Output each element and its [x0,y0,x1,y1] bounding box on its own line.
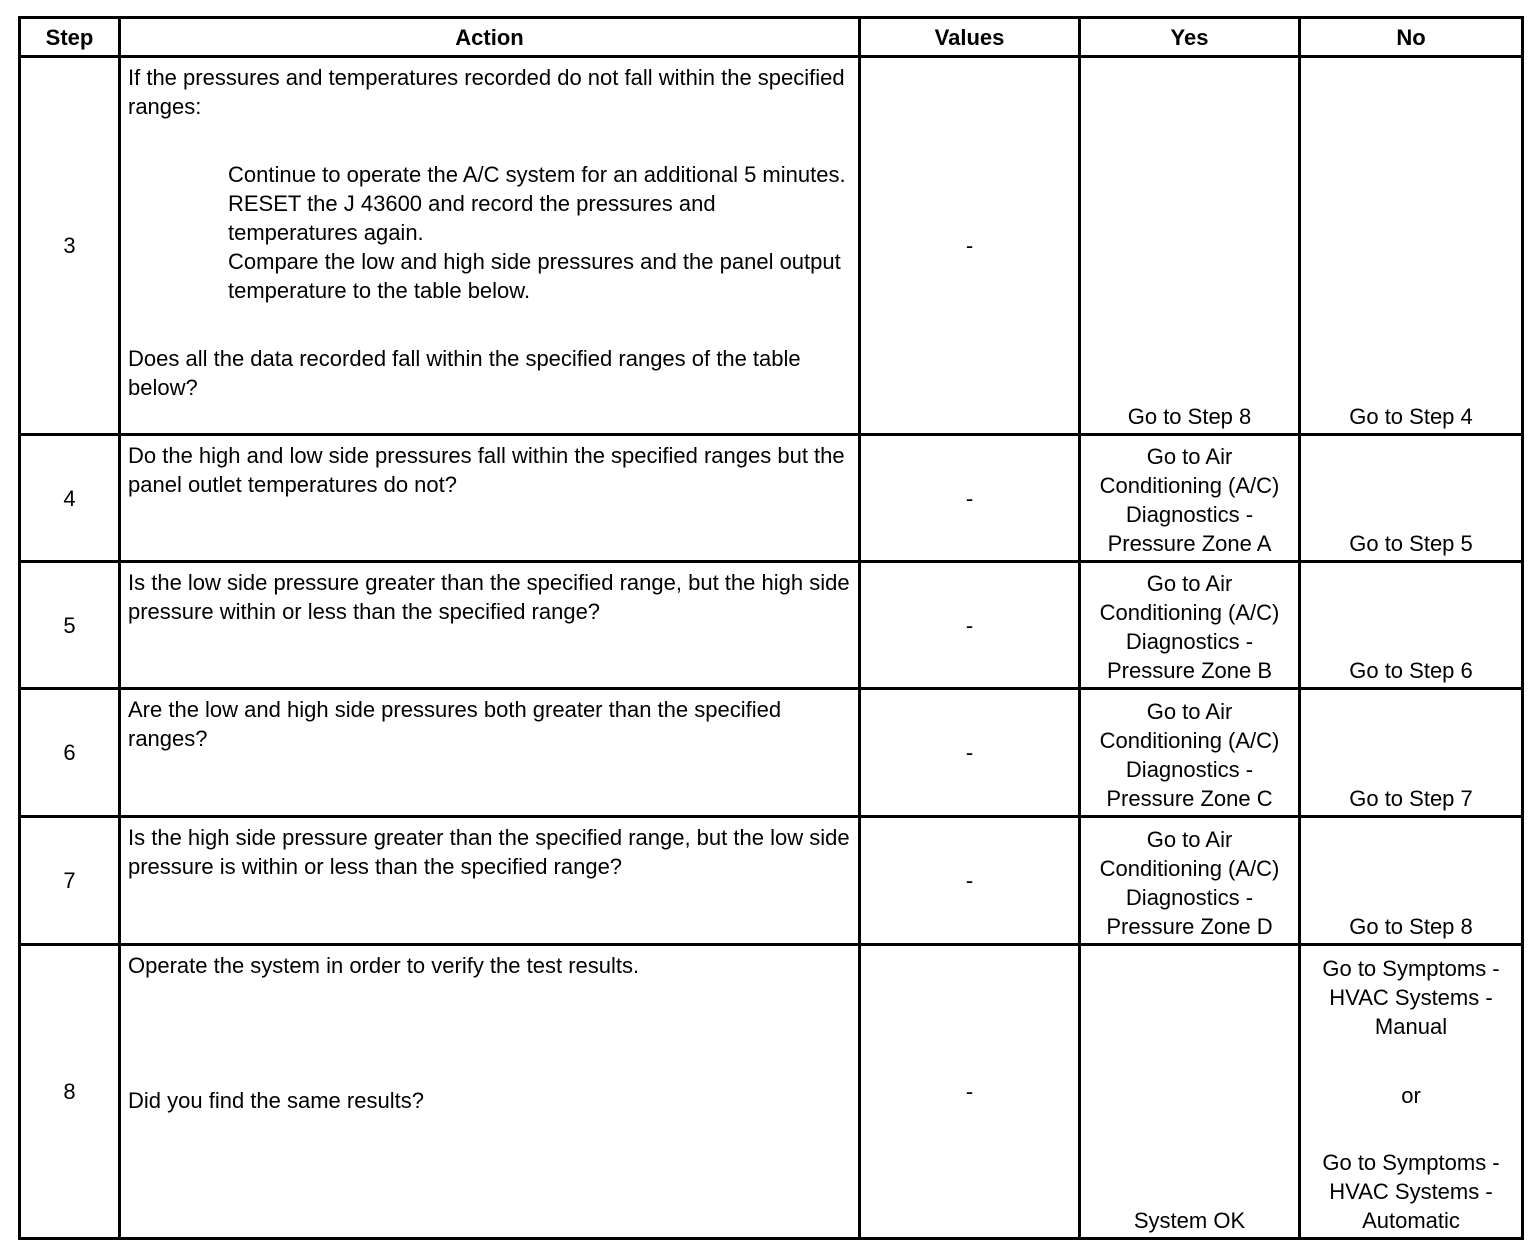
action-cell: Do the high and low side pressures fall within the specified ranges but the panel outlet temperatures do not? [120,435,860,562]
no-option-automatic: Go to Symptoms - HVAC Systems - Automatic [1322,1150,1500,1233]
values-cell: - [860,562,1080,689]
step-number: 5 [20,562,120,689]
diagnostic-table [18,16,1524,1240]
yes-cell: Go to Step 8 [1080,57,1300,435]
action-question: Did you find the same results? [128,1088,424,1113]
yes-cell: Go to Air Conditioning (A/C) Diagnostics - Pressure Zone B [1080,562,1300,689]
yes-cell: Go to Air Conditioning (A/C) Diagnostics - Pressure Zone A [1080,435,1300,562]
action-cell: Is the low side pressure greater than the specified range, but the high side pressure within or less than the specified range? [120,562,860,689]
values-cell: - [860,817,1080,945]
table-row [20,945,1523,1239]
step-number: 6 [20,689,120,817]
yes-cell: System OK [1080,945,1300,1239]
step-number: 3 [20,57,120,435]
action-question: Does all the data recorded fall within the specified ranges of the table below? [128,346,801,400]
no-cell: Go to Step 8 [1300,817,1523,945]
header-values: Values [860,18,1080,57]
action-step: Compare the low and high side pressures and the panel output temperature to the table below. [228,249,841,303]
no-or: or [1401,1083,1421,1108]
table-row [20,57,1523,435]
yes-cell: Go to Air Conditioning (A/C) Diagnostics - Pressure Zone C [1080,689,1300,817]
values-cell: - [860,689,1080,817]
table-row [20,562,1523,689]
no-option-manual: Go to Symptoms - HVAC Systems - Manual [1322,956,1500,1039]
values-cell: - [860,945,1080,1239]
header-action: Action [120,18,860,57]
no-cell: Go to Step 5 [1300,435,1523,562]
action-intro: If the pressures and temperatures recorded do not fall within the specified ranges: [128,65,845,119]
action-cell: Are the low and high side pressures both greater than the specified ranges? [120,689,860,817]
header-no: No [1300,18,1523,57]
no-cell: Go to Step 6 [1300,562,1523,689]
no-cell: Go to Step 4 [1300,57,1523,435]
header-step: Step [20,18,120,57]
action-cell: Is the high side pressure greater than the specified range, but the low side pressure is within or less than the specified range? [120,817,860,945]
values-cell: - [860,57,1080,435]
no-cell [1300,945,1523,1239]
header-row [20,18,1523,57]
yes-cell: Go to Air Conditioning (A/C) Diagnostics - Pressure Zone D [1080,817,1300,945]
header-yes: Yes [1080,18,1300,57]
action-step: Continue to operate the A/C system for an additional 5 minutes. [228,162,846,187]
values-cell: - [860,435,1080,562]
action-step: RESET the J 43600 and record the pressures and temperatures again. [228,191,716,245]
action-cell [120,945,860,1239]
step-number: 4 [20,435,120,562]
action-cell [120,57,860,435]
table-row [20,435,1523,562]
step-number: 7 [20,817,120,945]
step-number: 8 [20,945,120,1239]
table-row [20,817,1523,945]
no-cell: Go to Step 7 [1300,689,1523,817]
table-row [20,689,1523,817]
action-intro: Operate the system in order to verify the test results. [128,953,640,978]
